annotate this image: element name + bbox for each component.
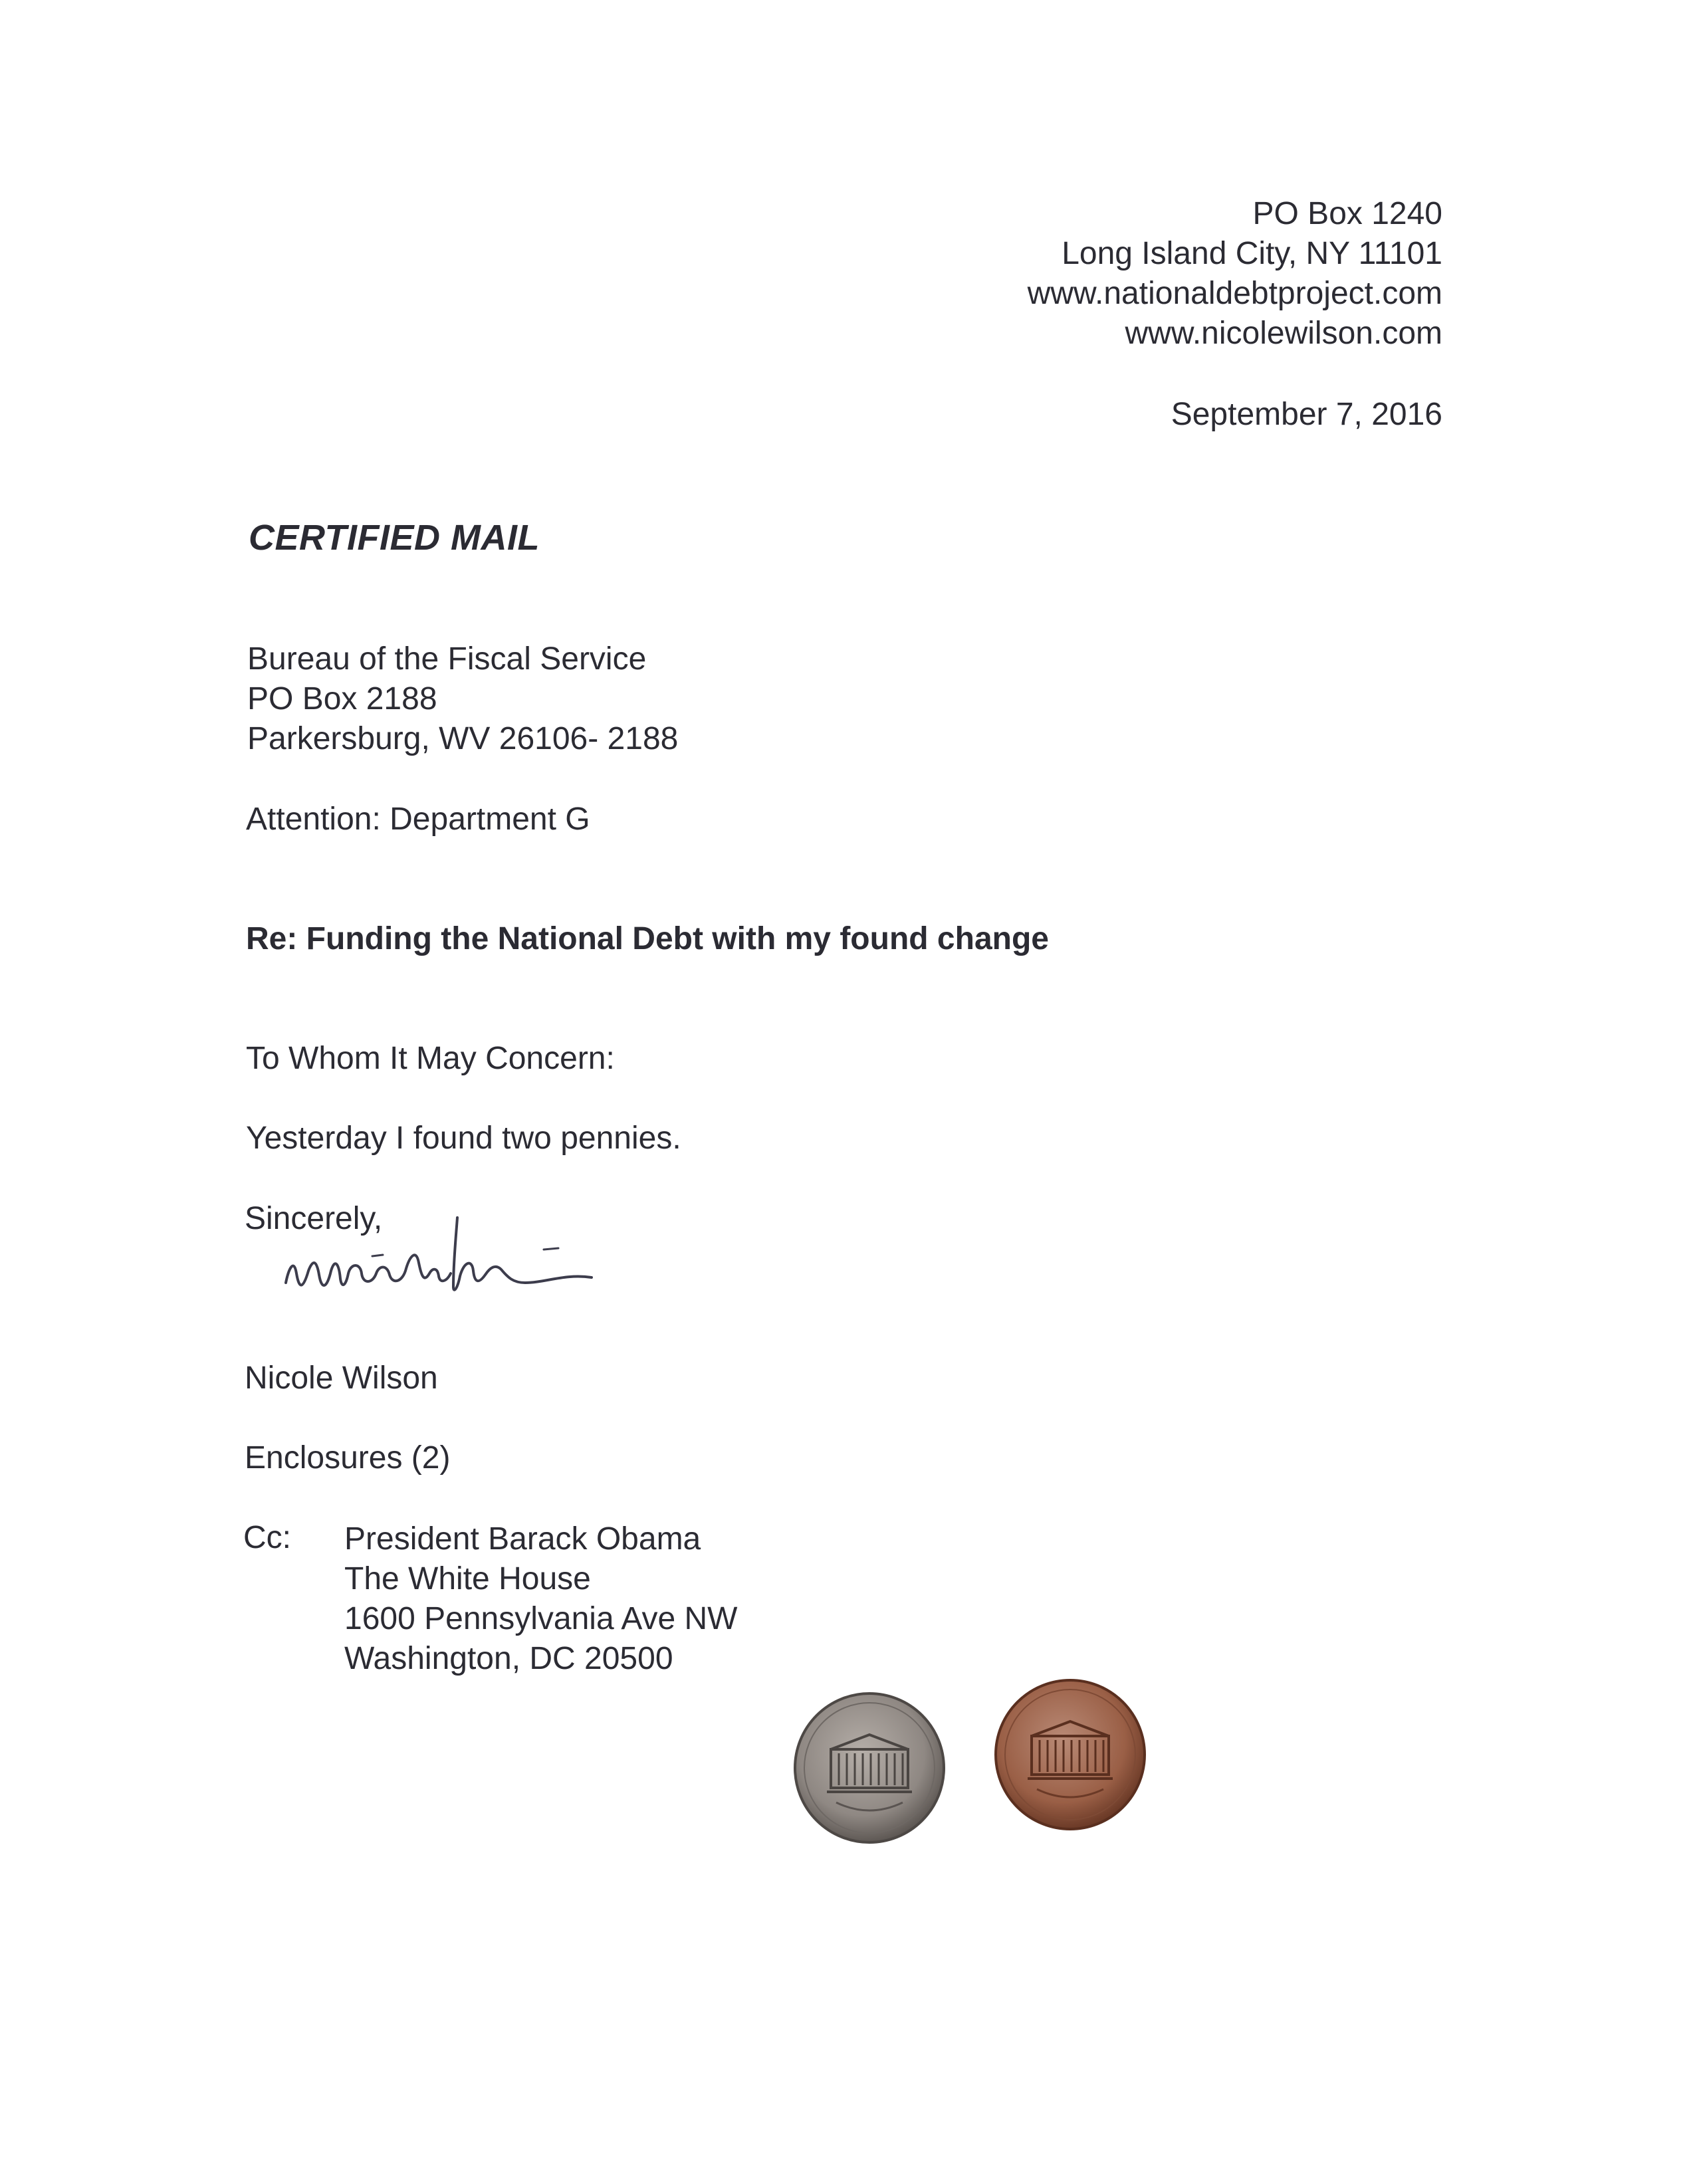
cc-address bbox=[344, 1519, 737, 1679]
cc-line: Washington, DC 20500 bbox=[344, 1641, 673, 1676]
closing: Sincerely, bbox=[245, 1201, 383, 1236]
subject-line: Re: Funding the National Debt with my found change bbox=[246, 921, 1049, 956]
attention-line: Attention: Department G bbox=[246, 802, 590, 837]
letter-date: September 7, 2016 bbox=[1171, 397, 1442, 432]
recipient-po-box: PO Box 2188 bbox=[247, 681, 437, 716]
penny-image-left bbox=[790, 1688, 949, 1848]
salutation: To Whom It May Concern: bbox=[246, 1041, 615, 1076]
delivery-method: CERTIFIED MAIL bbox=[249, 518, 540, 558]
sender-po-box: PO Box 1240 bbox=[1252, 196, 1442, 231]
enclosures-note: Enclosures (2) bbox=[245, 1440, 451, 1475]
cc-line: 1600 Pennsylvania Ave NW bbox=[344, 1601, 738, 1636]
handwritten-signature bbox=[279, 1210, 678, 1329]
penny-image-right bbox=[990, 1675, 1150, 1834]
sender-address bbox=[711, 194, 1442, 354]
sender-website-2[interactable]: www.nicolewilson.com bbox=[1125, 316, 1442, 351]
recipient-city-line: Parkersburg, WV 26106- 2188 bbox=[247, 721, 679, 756]
recipient-name: Bureau of the Fiscal Service bbox=[247, 641, 647, 677]
recipient-address bbox=[247, 639, 678, 759]
signer-name: Nicole Wilson bbox=[245, 1361, 438, 1396]
cc-label: Cc: bbox=[243, 1520, 291, 1555]
cc-line: The White House bbox=[344, 1561, 591, 1596]
cc-line: President Barack Obama bbox=[344, 1521, 701, 1557]
sender-city-line: Long Island City, NY 11101 bbox=[1062, 236, 1442, 271]
letter-body: Yesterday I found two pennies. bbox=[246, 1121, 681, 1156]
sender-website-1[interactable]: www.nationaldebtproject.com bbox=[1027, 276, 1442, 311]
